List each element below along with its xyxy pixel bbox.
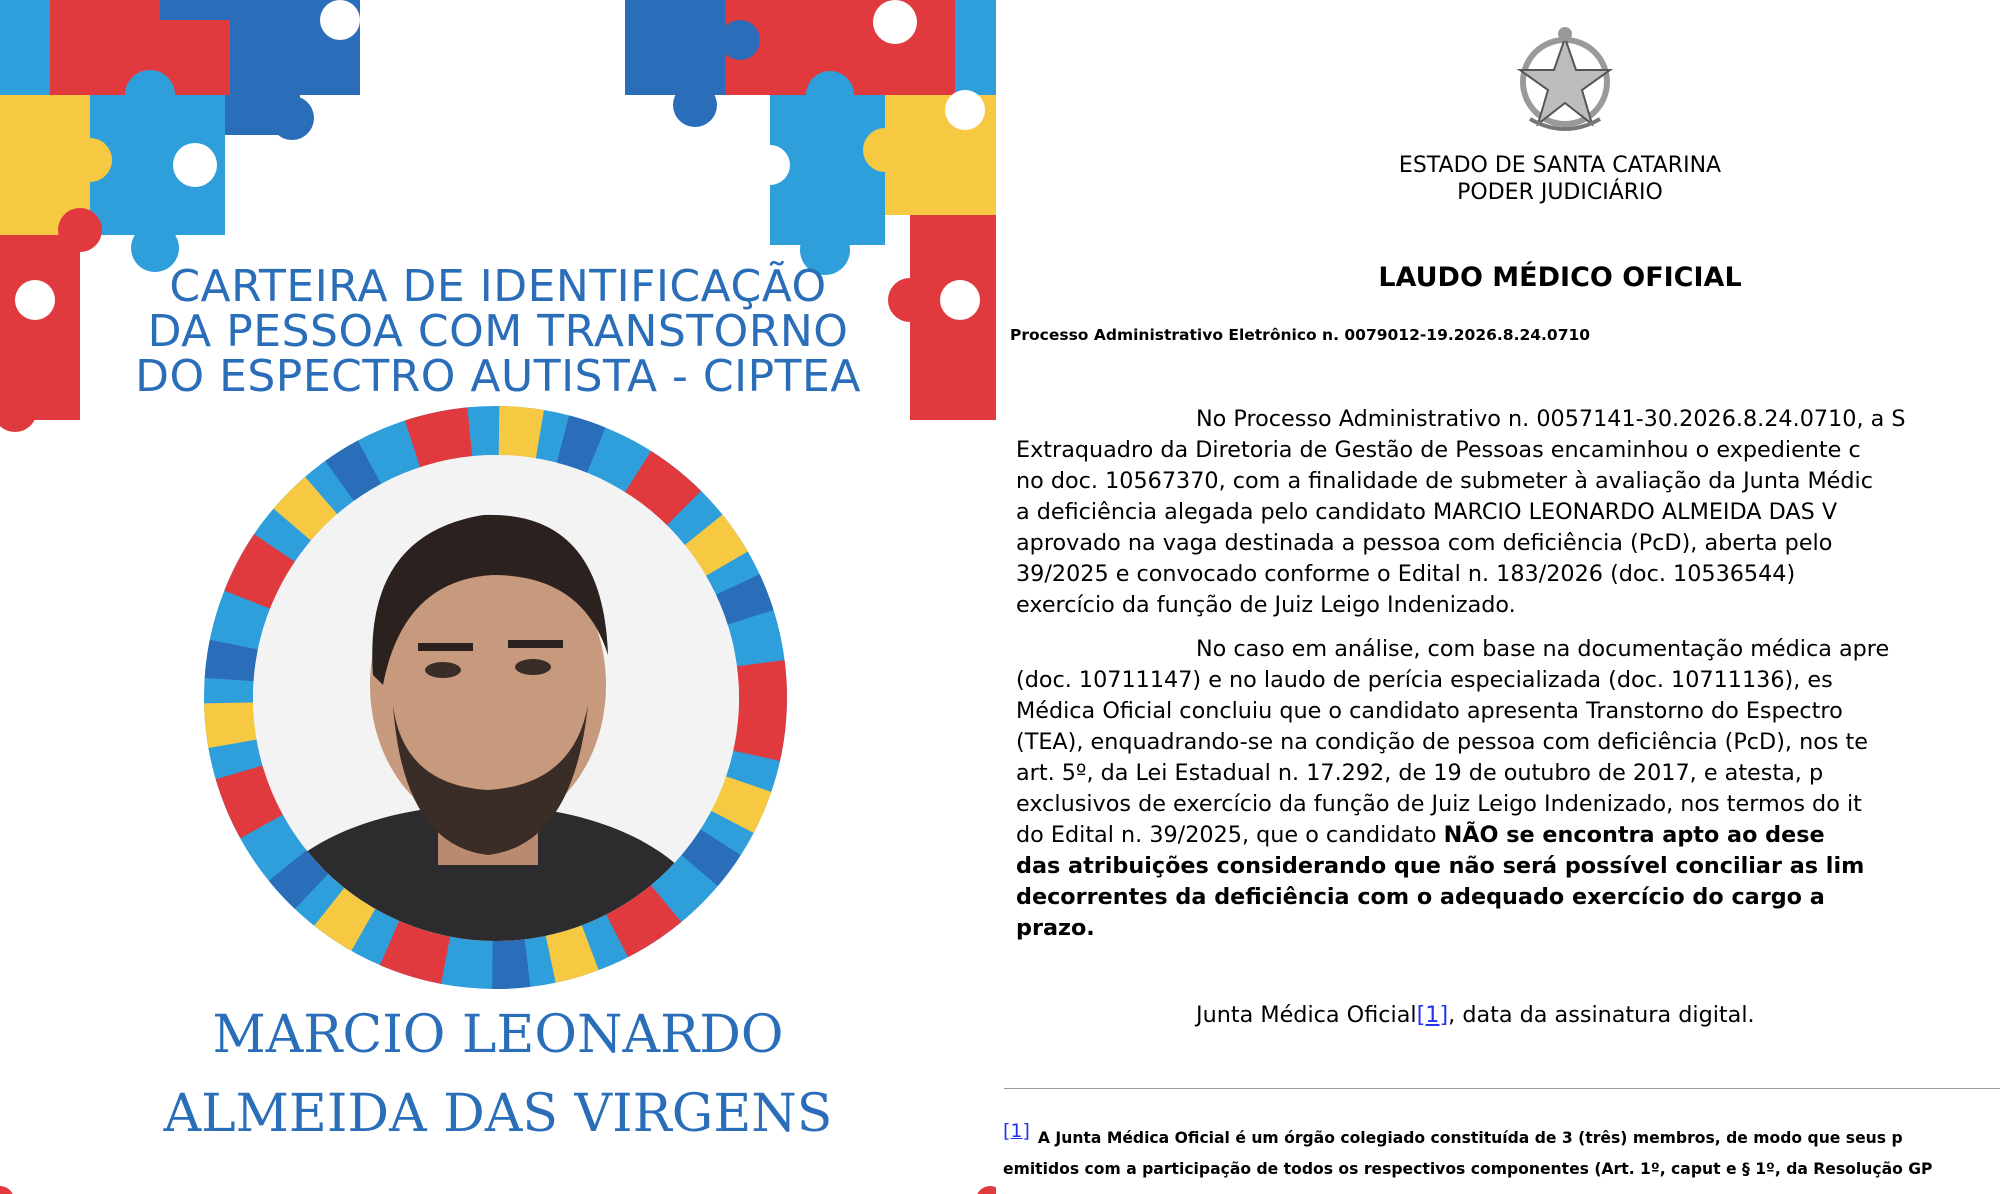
text-line: 39/2025 e convocado conforme o Edital n. 183/2026 (doc. 10536544) <box>1016 561 1796 587</box>
signature-text: , data da assinatura digital. <box>1448 1002 1755 1028</box>
state-name: ESTADO DE SANTA CATARINA <box>1398 153 1722 178</box>
ciptea-card <box>0 0 996 1194</box>
text-line: exercício da função de Juiz Leigo Indenizado. <box>1016 592 1516 618</box>
footnote-anchor-link[interactable]: [1] <box>1003 1120 1030 1142</box>
signature-text: Junta Médica Oficial <box>1196 1002 1417 1028</box>
state-coat-of-arms-icon <box>1510 24 1620 139</box>
card-holder-name <box>0 996 996 1154</box>
conclusion-line: decorrentes da deficiência com o adequado exercício do cargo a <box>1016 884 1825 910</box>
text-line: art. 5º, da Lei Estadual n. 17.292, de 19 de outubro de 2017, e atesta, p <box>1016 760 1824 786</box>
card-title-line: CARTEIRA DE IDENTIFICAÇÃO <box>169 261 827 312</box>
report-title: LAUDO MÉDICO OFICIAL <box>1378 262 1742 293</box>
text-line: aprovado na vaga destinada a pessoa com deficiência (PcD), aberta pelo <box>1016 530 1833 556</box>
paragraph-2 <box>1016 634 2000 944</box>
footnote-link[interactable]: [1] <box>1416 1002 1449 1028</box>
card-title-line: DO ESPECTRO AUTISTA - CIPTEA <box>135 351 861 402</box>
conclusion-bold-text: NÃO se encontra apto ao dese <box>1443 822 1825 848</box>
text-line: (TEA), enquadrando-se na condição de pessoa com deficiência (PcD), nos te <box>1016 729 1869 755</box>
text-line: Extraquadro da Diretoria de Gestão de Pessoas encaminhou o expediente c <box>1016 437 1861 463</box>
conclusion-line: prazo. <box>1016 915 1095 941</box>
medical-report-document <box>1000 0 2000 1194</box>
footnote-line <box>1003 1116 2000 1154</box>
text-line: exclusivos de exercício da função de Juiz Leigo Indenizado, nos termos do it <box>1016 791 1862 817</box>
branch-name: PODER JUDICIÁRIO <box>1457 180 1663 205</box>
paragraph-1 <box>1016 404 2000 621</box>
conclusion-line: das atribuições considerando que não será possível conciliar as lim <box>1016 853 1865 879</box>
text-line: No caso em análise, com base na documentação médica apre <box>1196 636 1890 662</box>
text-segment: do Edital n. 39/2025, que o candidato <box>1016 822 1444 848</box>
text-line: Médica Oficial concluiu que o candidato apresenta Transtorno do Espectro <box>1016 698 1843 724</box>
card-name-line: MARCIO LEONARDO <box>212 1005 784 1065</box>
person-portrait-image <box>253 455 739 941</box>
card-title <box>0 261 996 402</box>
footnote-text: A Junta Médica Oficial é um órgão colegiado constituída de 3 (três) membros, de modo que seus p <box>1037 1129 1903 1147</box>
text-line <box>1016 820 2000 851</box>
text-line: no doc. 10567370, com a finalidade de submeter à avaliação da Junta Médic <box>1016 468 1874 494</box>
process-number: Processo Administrativo Eletrônico n. 0079012-19.2026.8.24.0710 <box>1010 326 1591 344</box>
profile-photo <box>253 455 739 941</box>
signature-line <box>1196 1002 1755 1028</box>
footnote <box>1003 1116 2000 1185</box>
text-line: a deficiência alegada pelo candidato MARCIO LEONARDO ALMEIDA DAS V <box>1016 499 1838 525</box>
card-name-line: ALMEIDA DAS VIRGENS <box>163 1084 833 1144</box>
footnote-divider <box>1004 1088 2000 1089</box>
text-line: (doc. 10711147) e no laudo de perícia especializada (doc. 10711136), es <box>1016 667 1833 693</box>
card-title-line: DA PESSOA COM TRANSTORNO <box>147 306 849 357</box>
footnote-line: emitidos com a participação de todos os respectivos componentes (Art. 1º, caput e § 1º, da Resolução GP <box>1003 1160 1933 1178</box>
text-line: No Processo Administrativo n. 0057141-30.2026.8.24.0710, a S <box>1196 406 1906 432</box>
